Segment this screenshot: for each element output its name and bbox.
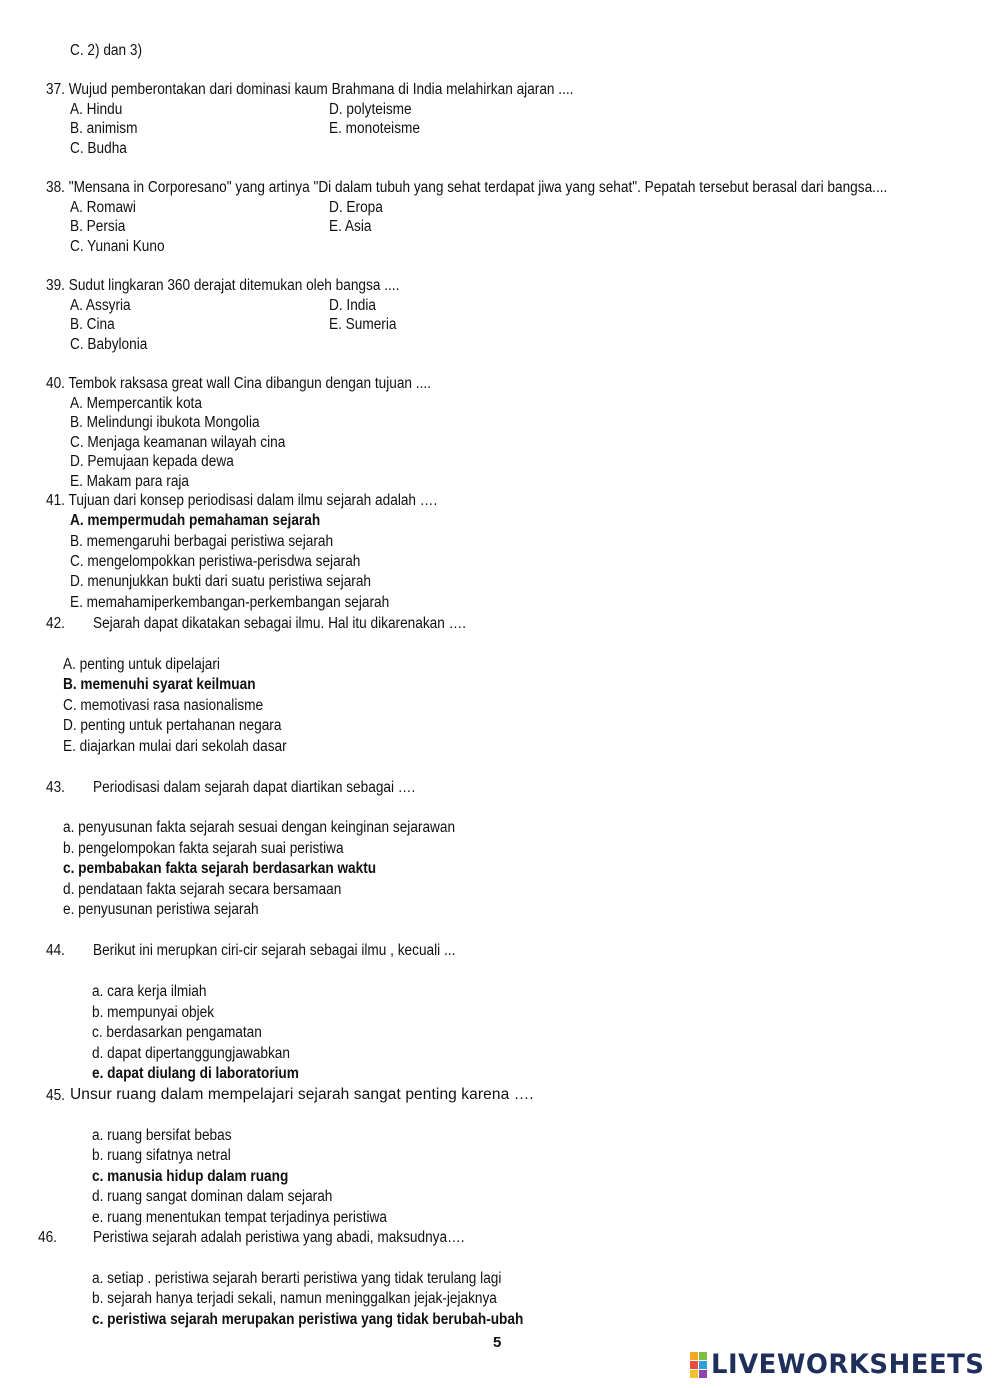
- answer-choice: D. penting untuk pertahanan negara: [63, 717, 282, 734]
- answer-choice: b. pengelompokan fakta sejarah suai peristiwa: [63, 840, 344, 857]
- question-40: 40. Tembok raksasa great wall Cina dibangun dengan tujuan ....: [46, 375, 431, 392]
- answer-choice: E. Asia: [329, 218, 372, 235]
- answer-choice: D. Eropa: [329, 199, 383, 216]
- question-37: 37. Wujud pemberontakan dari dominasi kaum Brahmana di India melahirkan ajaran ....: [46, 81, 574, 98]
- logo-tile: [690, 1370, 698, 1378]
- answer-choice: B. Cina: [70, 316, 115, 333]
- answer-choice: a. cara kerja ilmiah: [92, 983, 207, 1000]
- logo-tile: [690, 1352, 698, 1360]
- logo-tile: [699, 1370, 707, 1378]
- logo-tile: [690, 1361, 698, 1369]
- answer-choice: d. dapat dipertanggungjawabkan: [92, 1045, 290, 1062]
- answer-choice: E. diajarkan mulai dari sekolah dasar: [63, 738, 287, 755]
- answer-choice: A. Assyria: [70, 297, 131, 314]
- question-46: Peristiwa sejarah adalah peristiwa yang abadi, maksudnya….: [93, 1229, 465, 1246]
- answer-choice: A. penting untuk dipelajari: [63, 656, 220, 673]
- answer-choice: B. Persia: [70, 218, 126, 235]
- answer-choice: e. ruang menentukan tempat terjadinya peristiwa: [92, 1209, 387, 1226]
- question-number: 45.: [46, 1087, 65, 1104]
- answer-choice: A. Hindu: [70, 101, 123, 118]
- answer-choice: B. memengaruhi berbagai peristiwa sejarah: [70, 533, 334, 550]
- correct-answer: c. pembabakan fakta sejarah berdasarkan waktu: [63, 860, 377, 877]
- answer-choice: d. ruang sangat dominan dalam sejarah: [92, 1188, 333, 1205]
- answer-choice: D. menunjukkan bukti dari suatu peristiwa sejarah: [70, 573, 372, 590]
- answer-choice: d. pendataan fakta sejarah secara bersamaan: [63, 881, 342, 898]
- page-number: 5: [493, 1334, 502, 1351]
- answer-choice: E. memahamiperkembangan-perkembangan sejarah: [70, 594, 390, 611]
- logo-tile: [699, 1361, 707, 1369]
- answer-choice: e. penyusunan peristiwa sejarah: [63, 901, 259, 918]
- correct-answer: B. memenuhi syarat keilmuan: [63, 676, 256, 693]
- correct-answer: c. peristiwa sejarah merupakan peristiwa yang tidak berubah-ubah: [92, 1311, 524, 1328]
- answer-choice: C. Yunani Kuno: [70, 238, 165, 255]
- question-number: 43.: [46, 779, 65, 796]
- answer-choice: B. Melindungi ibukota Mongolia: [70, 414, 260, 431]
- answer-choice: C. Budha: [70, 140, 127, 157]
- answer-choice: a. ruang bersifat bebas: [92, 1127, 232, 1144]
- answer-choice: C. Babylonia: [70, 336, 148, 353]
- logo-tiles-icon: [690, 1352, 707, 1378]
- question-41: 41. Tujuan dari konsep periodisasi dalam ilmu sejarah adalah ….: [46, 492, 438, 509]
- question-number: 44.: [46, 942, 65, 959]
- question-44: Berikut ini merupkan ciri-cir sejarah sebagai ilmu , kecuali ...: [93, 942, 456, 959]
- answer-choice: D. polyteisme: [329, 101, 412, 118]
- question-number: 42.: [46, 615, 65, 632]
- logo-tile: [699, 1352, 707, 1360]
- answer-choice: C. 2) dan 3): [70, 42, 143, 59]
- correct-answer: e. dapat diulang di laboratorium: [92, 1065, 299, 1082]
- answer-choice: a. penyusunan fakta sejarah sesuai dengan keinginan sejarawan: [63, 819, 456, 836]
- liveworksheets-logo: [690, 1348, 990, 1382]
- answer-choice: E. monoteisme: [329, 120, 420, 137]
- answer-choice: a. setiap . peristiwa sejarah berarti peristiwa yang tidak terulang lagi: [92, 1270, 502, 1287]
- answer-choice: b. sejarah hanya terjadi sekali, namun meninggalkan jejak-jejaknya: [92, 1290, 497, 1307]
- correct-answer: A. mempermudah pemahaman sejarah: [70, 512, 321, 529]
- question-45: Unsur ruang dalam mempelajari sejarah sangat penting karena ….: [70, 1086, 534, 1103]
- question-38: 38. "Mensana in Corporesano" yang artinya "Di dalam tubuh yang sehat terdapat jiwa yang sehat". Pepatah tersebut berasal dari bangsa....: [46, 179, 888, 196]
- brand-name: LIVEWORKSHEETS: [711, 1349, 985, 1380]
- answer-choice: A. Mempercantik kota: [70, 395, 202, 412]
- answer-choice: C. Menjaga keamanan wilayah cina: [70, 434, 286, 451]
- answer-choice: b. mempunyai objek: [92, 1004, 215, 1021]
- answer-choice: D. Pemujaan kepada dewa: [70, 453, 234, 470]
- answer-choice: E. Makam para raja: [70, 473, 190, 490]
- answer-choice: b. ruang sifatnya netral: [92, 1147, 231, 1164]
- answer-choice: D. India: [329, 297, 377, 314]
- question-42: Sejarah dapat dikatakan sebagai ilmu. Hal itu dikarenakan ….: [93, 615, 467, 632]
- question-number: 46.: [38, 1229, 57, 1246]
- answer-choice: C. memotivasi rasa nasionalisme: [63, 697, 264, 714]
- correct-answer: c. manusia hidup dalam ruang: [92, 1168, 289, 1185]
- question-43: Periodisasi dalam sejarah dapat diartikan sebagai ….: [93, 779, 416, 796]
- answer-choice: C. mengelompokkan peristiwa-perisdwa sejarah: [70, 553, 361, 570]
- answer-choice: B. animism: [70, 120, 138, 137]
- answer-choice: A. Romawi: [70, 199, 136, 216]
- answer-choice: c. berdasarkan pengamatan: [92, 1024, 262, 1041]
- question-39: 39. Sudut lingkaran 360 derajat ditemukan oleh bangsa ....: [46, 277, 400, 294]
- answer-choice: E. Sumeria: [329, 316, 397, 333]
